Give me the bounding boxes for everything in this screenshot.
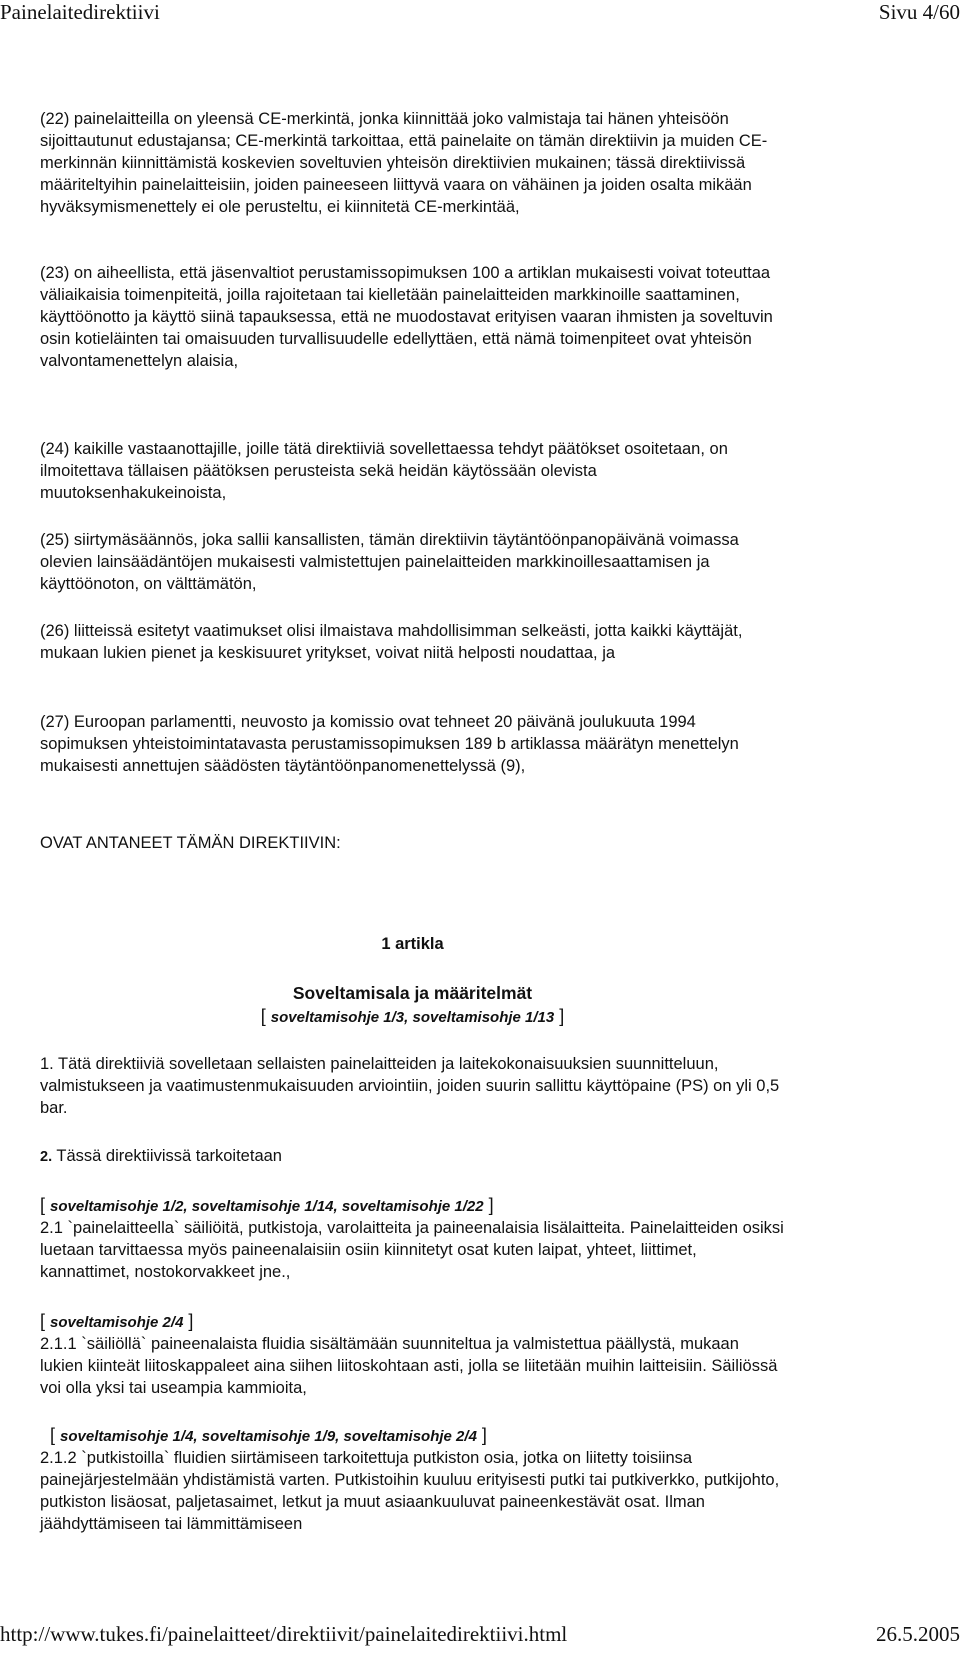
guidance-link-1-22[interactable]: soveltamisohje 1/22 [341, 1198, 484, 1215]
guidance-link-1-3[interactable]: soveltamisohje 1/3 [270, 1009, 405, 1026]
guidance-link-1-9[interactable]: soveltamisohje 1/9 [201, 1428, 336, 1445]
vessel-guidance-refs: [ soveltamisohje 2/4 ] [40, 1311, 194, 1331]
guidance-link-1-13[interactable]: soveltamisohje 1/13 [412, 1009, 555, 1026]
piping-guidance-refs: [ soveltamisohje 1/4, soveltamisohje 1/9, soveltamisohje 2/4 ] [50, 1425, 487, 1445]
recital-27: (27) Euroopan parlamentti, neuvosto ja komissio ovat tehneet 20 päivänä joulukuuta 1994 sopimuksen yhteistoimintatavasta perustamissopimuksen 189 b artiklassa määrätyn menettelyn mukaisesti annettujen säädösten täytäntöönpanomenettelyssä (9), [40, 713, 739, 775]
article-guidance-refs: [ soveltamisohje 1/3, soveltamisohje 1/13 ] [260, 1006, 565, 1026]
bracket-open: [ [260, 1006, 271, 1026]
guidance-link-1-14[interactable]: soveltamisohje 1/14 [191, 1198, 334, 1215]
definition-guidance-refs: [ soveltamisohje 1/2, soveltamisohje 1/14, soveltamisohje 1/22 ] [40, 1195, 494, 1215]
bracket-close: ] [554, 1006, 565, 1026]
guidance-link-2-4[interactable]: soveltamisohje 2/4 [50, 1314, 184, 1331]
definition-2-1-1: 2.1.1 `säiliöllä` paineenalaista fluidia sisältämään suunniteltua ja valmistettua päällystä, mukaan lukien kiinteät liitoskappaleet aina siihen liitoskohtaan asti, jolla se liitetään muihin laitteisiin. Säiliössä voi olla yksi tai useampia kammioita, [40, 1335, 778, 1397]
source-url-link[interactable]: http://www.tukes.fi/painelaitteet/direktiivit/painelaitedirektiivi.html [0, 1622, 568, 1646]
enacting-formula: OVAT ANTANEET TÄMÄN DIREKTIIVIN: [40, 834, 341, 852]
article-number: 1 artikla [381, 935, 444, 953]
paragraph-2-text: Tässä direktiivissä tarkoitetaan [52, 1147, 282, 1165]
article-title: Soveltamisala ja määritelmät [292, 983, 533, 1003]
definition-2-1: 2.1 `painelaitteella` säiliöitä, putkistoja, varolaitteita ja paineenalaisia lisälaitteita. Painelaitteiden osiksi luetaan tarvittaessa myös paineenalaisiin osiin kiinnitetyt osat kuten laipat, yhteet, liittimet, kannattimet, nostokorvakkeet jne., [40, 1219, 784, 1281]
paragraph-2-number: 2. [40, 1149, 53, 1165]
page-footer [0, 1622, 960, 1652]
guidance-link-1-4[interactable]: soveltamisohje 1/4 [60, 1428, 194, 1445]
recital-22: (22) painelaitteilla on yleensä CE-merkintä, jonka kiinnittää joko valmistaja tai hänen yhteisöön sijoittautunut edustajansa; CE-merkintä tarkoittaa, että painelaite on tämän direktiivin ja muiden CE-merkinnän kiinnittämistä koskevien soveltuvien yhteisön direktiivien mukainen; tässä direktiivissä määriteltyihin painelaitteisiin, joiden paineeseen liittyvä vaara on vähäinen ja joiden osalta mikään hyväksymismenettely ei ole perusteltu, ei kiinnitetä CE-merkintää, [40, 110, 768, 216]
page-number: Sivu 4/60 [878, 0, 960, 24]
page-header [0, 0, 960, 28]
recital-25: (25) siirtymäsäännös, joka sallii kansallisten, tämän direktiivin täytäntöönpanopäivänä voimassa olevien lainsäädäntöjen mukaisesti valmistettujen painelaitteiden markkinoillesaattamisen ja käyttöönoton, on välttämätön, [40, 531, 739, 593]
definition-2-1-2: 2.1.2 `putkistoilla` fluidien siirtämiseen tarkoitettuja putkiston osia, jotka on liitetty toisiinsa painejärjestelmään yhdistämistä varten. Putkistoihin kuuluu erityisesti putki tai putkiverkko, putkijohto, putkiston lisäosat, paljetasaimet, letkut ja muut asiaankuuluvat paineenkestävät osat. Ilman jäähdyttämiseen tai lämmittämiseen [40, 1449, 780, 1533]
paragraph-1: 1. Tätä direktiiviä sovelletaan sellaisten painelaitteiden ja laitekokonaisuuksien suunnitteluun, valmistukseen ja vaatimustenmukaisuuden arviointiin, joiden suurin sallittu käyttöpaine (PS) on yli 0,5 bar. [40, 1055, 780, 1117]
document-title: Painelaitedirektiivi [0, 0, 160, 24]
guidance-link-1-2[interactable]: soveltamisohje 1/2 [50, 1198, 184, 1215]
guidance-link-2-4b[interactable]: soveltamisohje 2/4 [343, 1428, 477, 1445]
recital-26: (26) liitteissä esitetyt vaatimukset olisi ilmaistava mahdollisimman selkeästi, jotta kaikki käyttäjät, mukaan lukien pienet ja keskisuuret yritykset, voivat niitä helposti noudattaa, ja [40, 622, 743, 662]
print-date: 26.5.2005 [876, 1622, 960, 1646]
paragraph-2 [40, 1145, 785, 1168]
recital-23: (23) on aiheellista, että jäsenvaltiot perustamissopimuksen 100 a artiklan mukaisesti voivat toteuttaa väliaikaisia toimenpiteitä, joilla rajoitetaan tai kielletään painelaitteiden markkinoille saattaminen, käyttöönotto ja käyttö siinä tapauksessa, että ne muodostavat erityisen vaaran ihmisten ja soveltuvin osin kotieläinten tai omaisuuden turvallisuudelle edellyttäen, että nämä toimenpiteet ovat yhteisön valvontamenettelyn alaisia, [40, 264, 773, 370]
recital-24: (24) kaikille vastaanottajille, joille tätä direktiiviä sovellettaessa tehdyt päätökset osoitetaan, on ilmoitettava tällaisen päätöksen perusteista sekä heidän käytössään olevista muutoksenhakukeinoista, [40, 440, 728, 502]
